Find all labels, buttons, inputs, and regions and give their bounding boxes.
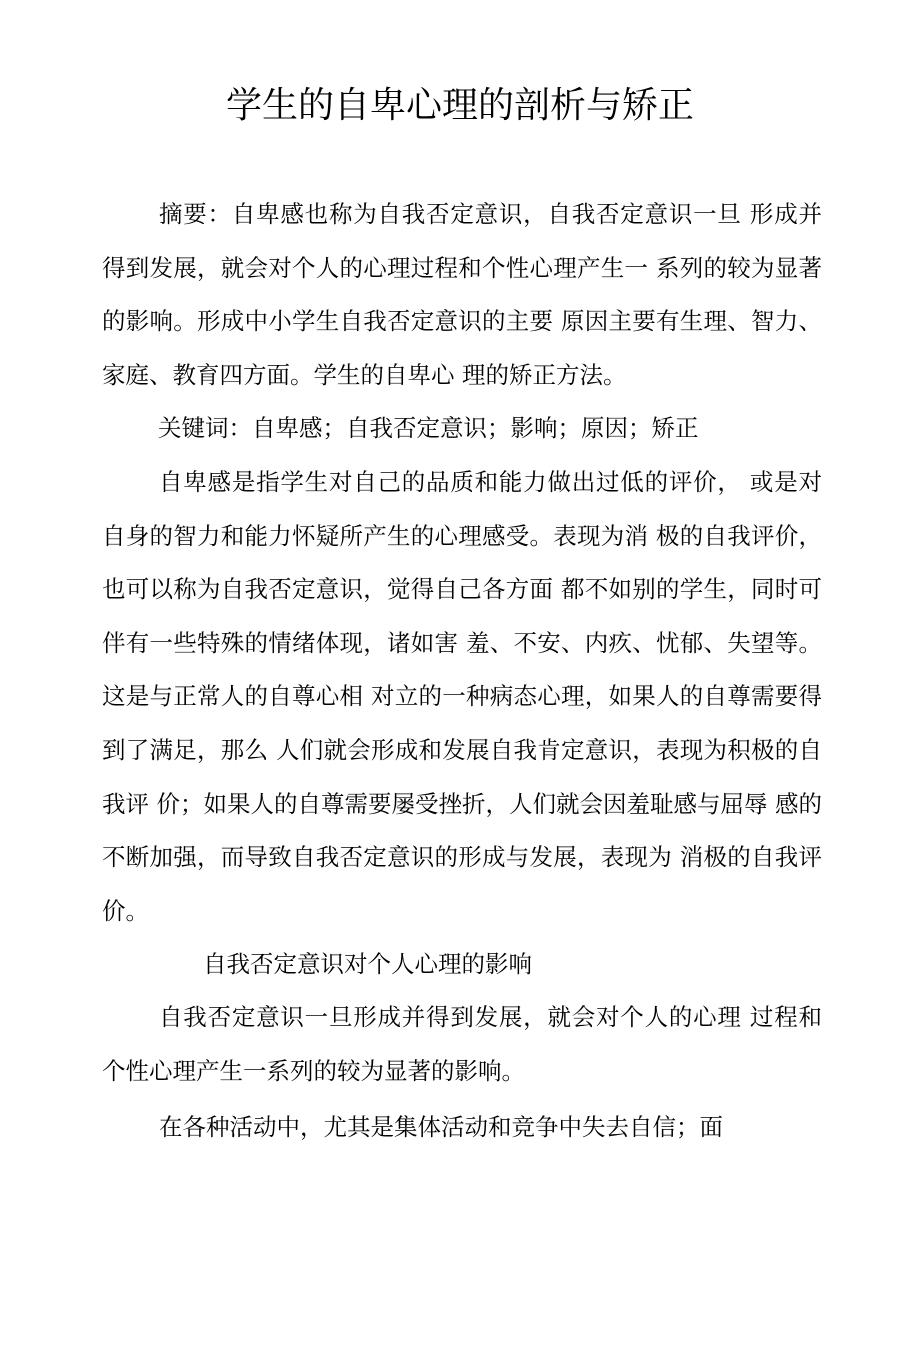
section-heading: 自我否定意识对个人心理的影响 — [203, 950, 532, 978]
influence-paragraph: 自我否定意识一旦形成并得到发展，就会对个人的心理 过程和个性心理产生一系列的较为显著的影响。 — [102, 1003, 822, 1085]
keywords-line: 关键词：自卑感；自我否定意识；影响；原因；矫正 — [158, 414, 699, 442]
abstract-paragraph: 摘要：自卑感也称为自我否定意识，自我否定意识一旦 形成并得到发展，就会对个人的心理过程和个性心理产生一 系列的较为显著的影响。形成中小学生自我否定意识的主要 原因主要有生理、智力、家庭、教育四方面。学生的自卑心 理的矫正方法。 — [102, 200, 822, 389]
intro-paragraph: 自卑感是指学生对自己的品质和能力做出过低的评价， 或是对自身的智力和能力怀疑所产生的心理感受。表现为消 极的自我评价，也可以称为自我否定意识，觉得自己各方面 都不如别的学生，同时可伴有一些特殊的情绪体现，诸如害 羞、不安、内疚、忧郁、失望等。这是与正常人的自尊心相 对立的一种病态心理，如果人的自尊需要得到了满足，那么 人们就会形成和发展自我肯定意识，表现为积极的自我评 价；如果人的自尊需要屡受挫折，人们就会因羞耻感与屈辱 感的不断加强，而导致自我否定意识的形成与发展，表现为 消极的自我评价。 — [102, 468, 822, 925]
document-title: 学生的自卑心理的剖析与矫正 — [225, 85, 694, 126]
activities-paragraph: 在各种活动中，尤其是集体活动和竞争中失去自信；面 — [159, 1113, 723, 1141]
